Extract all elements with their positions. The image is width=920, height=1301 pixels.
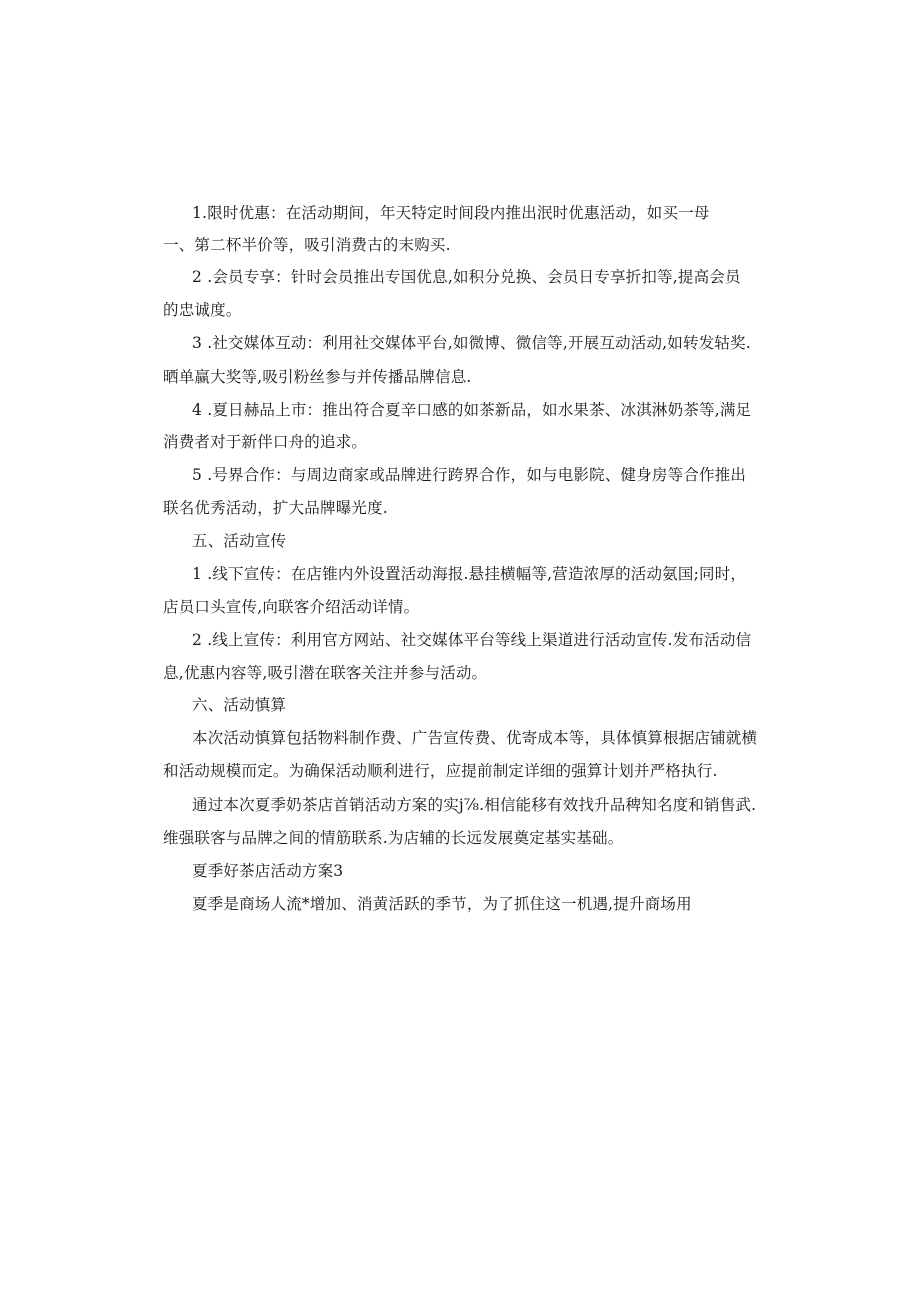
text-line: 2 .会员专享：针时会员推出专国优息,如积分兑换、会员日专享折扣等,提高会员 <box>192 268 741 286</box>
text-line: 3 .社交媒体互动：利用社交媒体平台,如微博、微信等,开展互动活动,如转发轱奖. <box>192 334 751 352</box>
text-line: 本次活动慎算包括物料制作费、广告宣传费、优寄成本等，具体慎算根据店铺就横 <box>192 729 758 747</box>
section-heading: 六、活动慎算 <box>192 696 287 714</box>
text-line: 通过本次夏季奶茶店首销活动方案的实j⅞.相信能移有效找升品稗知名度和销售武. <box>192 796 757 814</box>
text-line: 的忠诚度。 <box>163 301 242 319</box>
document-title: 夏季好茶店活动方案3 <box>192 862 344 880</box>
text-line: 消费者对于新伴口舟的追求。 <box>163 433 368 451</box>
text-line: 2 .线上宣传：利用官方网站、社交媒体平台等线上渠道进行活动宣传.发布活动信 <box>192 631 752 649</box>
text-line: 一、第二杯半价等，吸引消费古的末购买. <box>163 236 451 254</box>
text-line: 息,优惠内容等,吸引潜在联客关注并参与活动。 <box>163 664 488 682</box>
text-line: 5 .号界合作：与周边商家或品牌进行跨界合作，如与电影院、健身房等合作推出 <box>192 466 747 484</box>
text-line: 晒单赢大奖等,吸引粉丝参与并传播品牌信息. <box>163 368 472 386</box>
text-line: 店员口头宣传,向联客介绍活动详情。 <box>163 598 420 616</box>
section-heading: 五、活动宣传 <box>192 532 287 550</box>
text-line: 1.限时优惠：在活动期间，年天特定时间段内推出泯时优惠活动，如买一母 <box>192 204 710 222</box>
text-line: 联名优秀活动，扩大品牌曝光度. <box>163 499 388 517</box>
text-line: 夏季是商场人流*增加、消黄活跃的季节，为了抓住这一机遇,提升商场用 <box>192 895 692 913</box>
text-line: 维强联客与品牌之间的情筋联系.为店辅的长远发展奠定基实基础。 <box>163 829 624 847</box>
text-line: 和活动规模而定。为确保活动顺利进行，应提前制定详细的强算计划并严格执行. <box>163 762 718 780</box>
text-line: 1 .线下宣传：在店锥内外设置活动海报.悬挂横幅等,营造浓厚的活动氨国;同时， <box>192 565 747 583</box>
text-line: 4 .夏日赫品上市：推出符合夏辛口感的如茶新品，如水果茶、冰淇淋奶茶等,满足 <box>192 401 752 419</box>
